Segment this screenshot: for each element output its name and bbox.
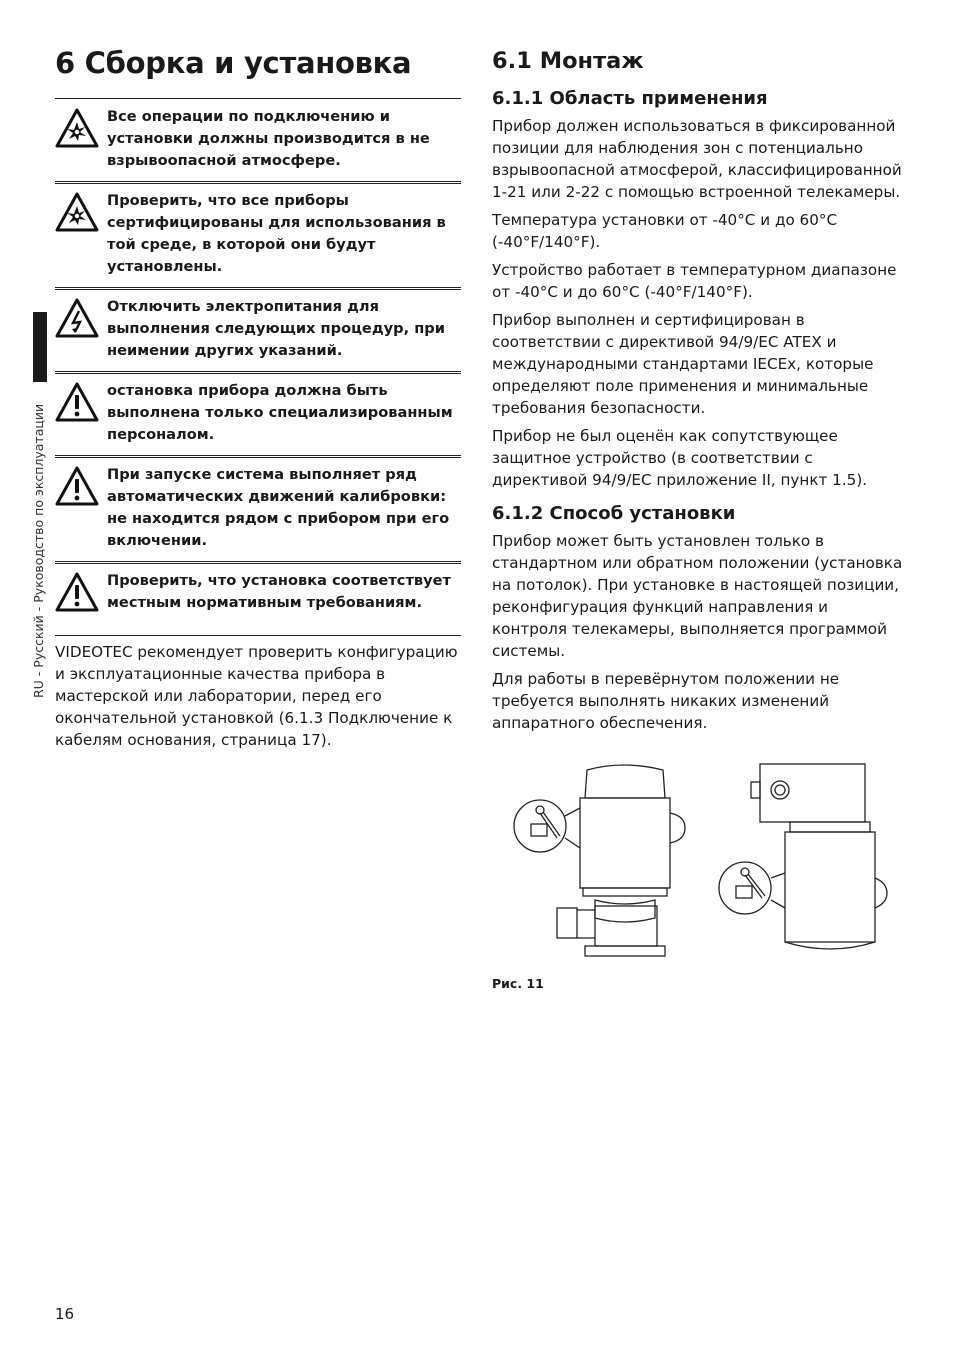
warning-text: Проверить, что все приборы сертифицированы для использования в той среде, в которой они будут установлены. — [107, 192, 446, 275]
warning-block — [55, 287, 461, 371]
section-heading: 6.1 Монтаж — [492, 48, 644, 74]
explosion-hazard-icon — [55, 108, 99, 148]
recommendation-paragraph: VIDEOTEC рекомендует проверить конфигурацию и эксплуатационные качества прибора в мастерской или лаборатории, перед его окончательной установкой (6.1.3 Подключение к кабелям основания, страница 17). — [55, 643, 458, 749]
paragraph: Для работы в перевёрнутом положении не требуется выполнять никаких изменений аппаратного обеспечения. — [492, 670, 840, 732]
warnings-column — [55, 98, 461, 751]
subsection-heading: 6.1.2 Способ установки — [492, 503, 736, 524]
warning-block — [55, 181, 461, 287]
warning-block — [55, 455, 461, 561]
figure-caption: Рис. 11 — [492, 976, 544, 991]
paragraph: Устройство работает в температурном диапазоне от -40°C и до 60°C (-40°F/140°F). — [492, 261, 897, 301]
paragraph: Прибор может быть установлен только в стандартном или обратном положении (установка на потолок). При установке в настоящей позиции, реконфигурация функций направления и контроля телекамеры, выполняется программой системы. — [492, 532, 903, 660]
paragraph: Прибор выполнен и сертифицирован в соответствии с директивой 94/9/EC ATEX и международными стандартами IECEx, которые определяют поле применения и минимальные требования безопасности. — [492, 311, 874, 417]
explosion-hazard-icon — [55, 192, 99, 232]
subsection-heading: 6.1.1 Область применения — [492, 88, 768, 109]
warning-text: Отключить электропитания для выполнения следующих процедур, при неимении других указаний. — [107, 298, 445, 359]
warning-block — [55, 371, 461, 455]
general-warning-icon — [55, 466, 99, 506]
installation-column — [492, 48, 904, 740]
ceiling-position-drawing — [719, 764, 887, 949]
general-warning-icon — [55, 382, 99, 422]
warning-text: При запуске система выполняет ряд автоматических движений калибровки: не находится рядом с прибором при его включении. — [107, 466, 450, 549]
standard-position-drawing — [514, 765, 685, 956]
mounting-figure — [505, 758, 895, 968]
warning-block — [55, 98, 461, 181]
side-language-label: RU - Русский - Руководство по эксплуатации — [31, 403, 46, 698]
side-tab-marker — [33, 312, 47, 382]
page-title: 6 Сборка и установка — [55, 46, 412, 80]
general-warning-icon — [55, 572, 99, 612]
warning-block — [55, 561, 461, 636]
warning-text: остановка прибора должна быть выполнена только специализированным персоналом. — [107, 382, 453, 443]
warning-text: Все операции по подключению и установки должны производится в не взрывоопасной атмосфере. — [107, 108, 430, 169]
warning-text: Проверить, что установка соответствует местным нормативным требованиям. — [107, 572, 452, 611]
electric-hazard-icon — [55, 298, 99, 338]
paragraph: Прибор не был оценён как сопутствующее защитное устройство (в соответствии с директивой 94/9/EC приложение II, пункт 1.5). — [492, 427, 868, 489]
paragraph: Температура установки от -40°C и до 60°C (-40°F/140°F). — [492, 211, 838, 251]
page-number: 16 — [55, 1305, 75, 1323]
paragraph: Прибор должен использоваться в фиксированной позиции для наблюдения зон с потенциально взрывоопасной атмосферой, классифицированной 1-21 или 2-22 с помощью встроенной телекамеры. — [492, 117, 902, 201]
